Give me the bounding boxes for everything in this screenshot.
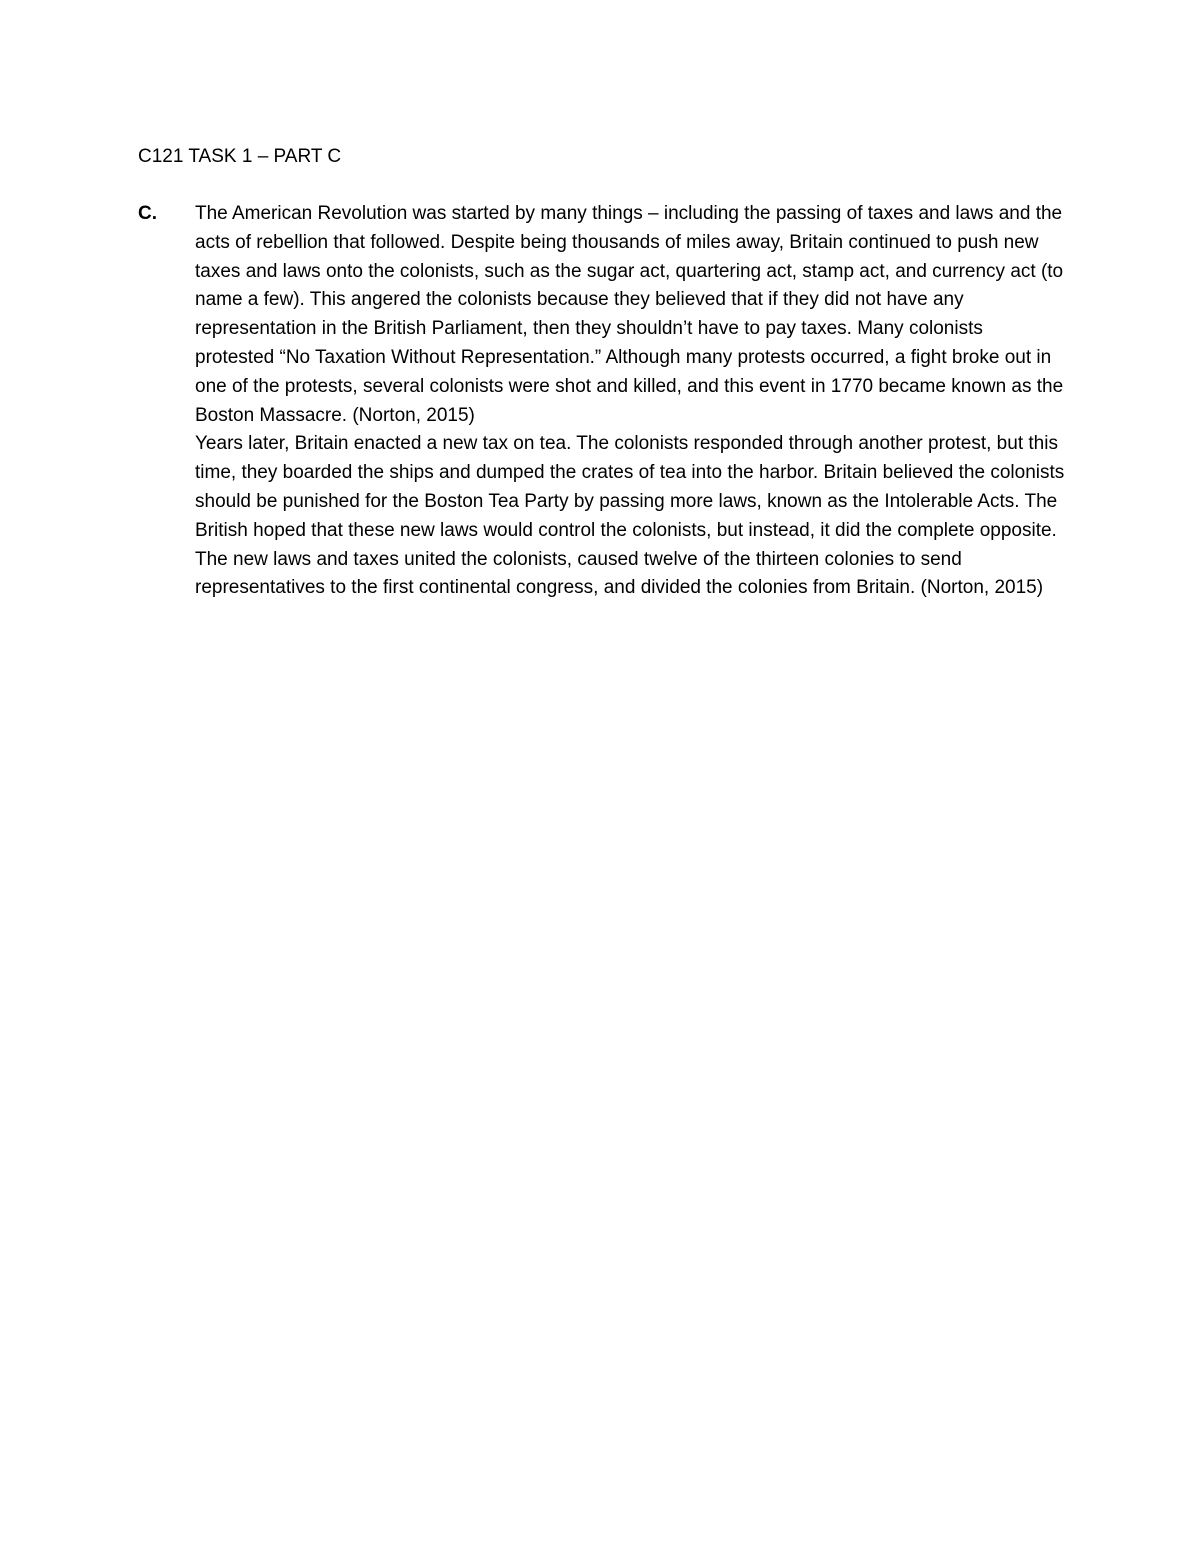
section-body [195,200,1065,603]
document-title: C121 TASK 1 – PART C [138,146,342,167]
paragraph-2: Years later, Britain enacted a new tax on tea. The colonists responded through another protest, but this time, they boarded the ships and dumped the crates of tea into the harbor. Britain believed the colonists should be punished for the Boston Tea Party by passing more laws, known as the Intolerable Acts. The British hoped that these new laws would control the colonists, but instead, it did the complete opposite. The new laws and taxes united the colonists, caused twelve of the thirteen colonies to send representatives to the first continental congress, and divided the colonies from Britain. (Norton, 2015) [195,433,1065,599]
section-label: C. [138,203,157,224]
paragraph-1: The American Revolution was started by many things – including the passing of taxes and laws and the acts of rebellion that followed. Despite being thousands of miles away, Britain continued to push new taxes and laws onto the colonists, such as the sugar act, quartering act, stamp act, and currency act (to name a few). This angered the colonists because they believed that if they did not have any representation in the British Parliament, then they shouldn’t have to pay taxes. Many colonists protested “No Taxation Without Representation.” Although many protests occurred, a fight broke out in one of the protests, several colonists were shot and killed, and this event in 1770 became known as the Boston Massacre. (Norton, 2015) [195,203,1064,426]
